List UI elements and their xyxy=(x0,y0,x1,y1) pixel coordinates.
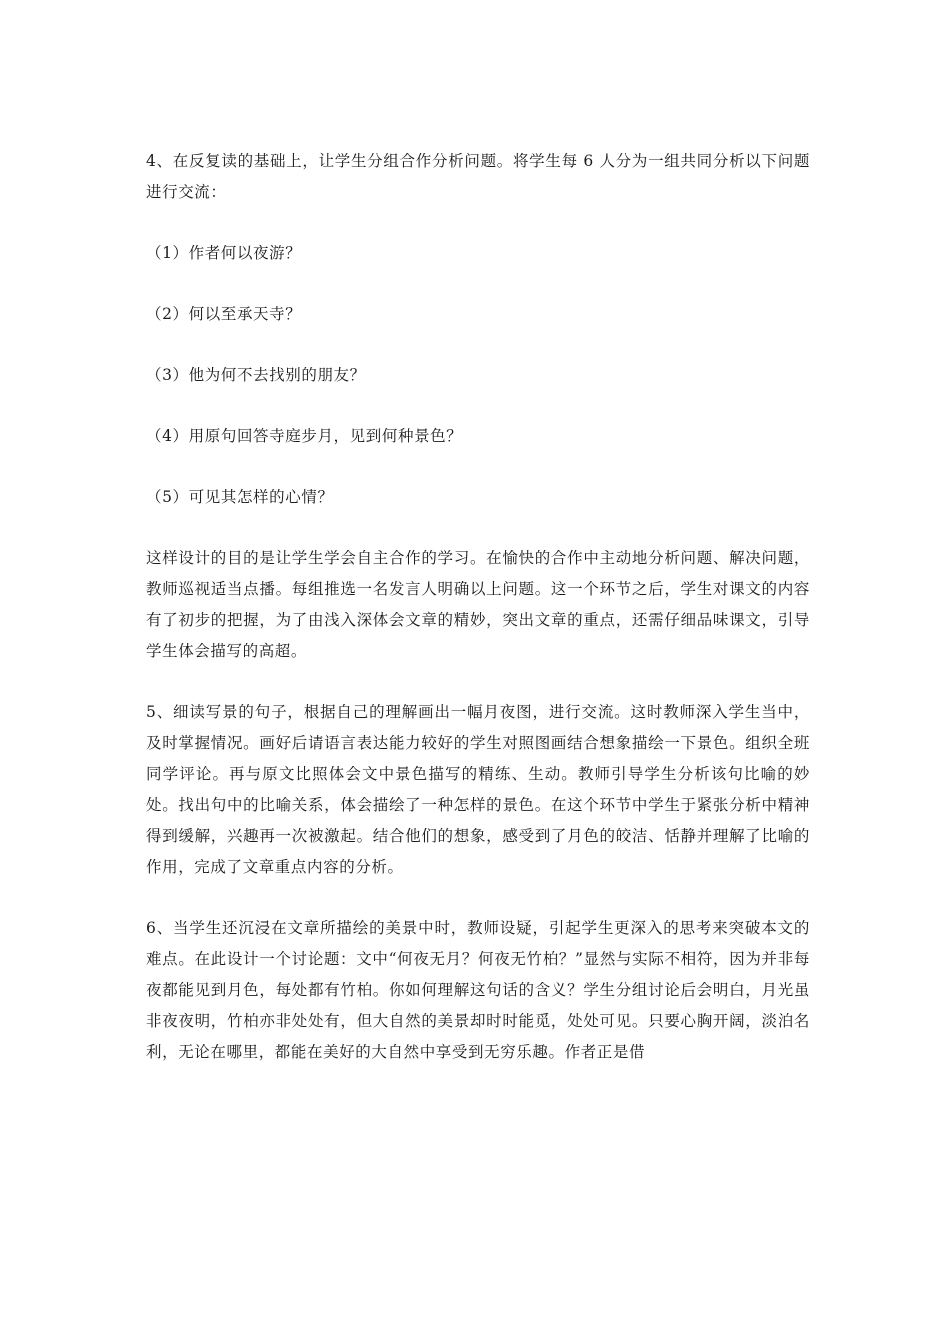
paragraph-step-6: 6、当学生还沉浸在文章所描绘的美景中时，教师设疑，引起学生更深入的思考来突破本文的难点。在此设计一个讨论题：文中“何夜无月？何夜无竹柏？”显然与实际不相符，因为并非每夜都能见到月色，每处都有竹柏。你如何理解这句话的含义？学生分组讨论后会明白，月光虽非夜夜明，竹柏亦非处处有，但大自然的美景却时时能觅，处处可见。只要心胸开阔，淡泊名利，无论在哪里，都能在美好的大自然中享受到无穷乐趣。作者正是借 xyxy=(146,919,810,1061)
document-page xyxy=(146,146,810,1068)
question-2: （2）何以至承天寺？ xyxy=(146,305,302,323)
question-4: （4）用原句回答寺庭步月，见到何种景色？ xyxy=(146,427,463,445)
paragraph-step-5: 5、细读写景的句子，根据自己的理解画出一幅月夜图，进行交流。这时教师深入学生当中，及时掌握情况。画好后请语言表达能力较好的学生对照图画结合想象描绘一下景色。组织全班同学评论。再与原文比照体会文中景色描写的精练、生动。教师引导学生分析该句比喻的妙处。找出句中的比喻关系，体会描绘了一种怎样的景色。在这个环节中学生于紧张分析中精神得到缓解，兴趣再一次被激起。结合他们的想象，感受到了月色的皎洁、恬静并理解了比喻的作用，完成了文章重点内容的分析。 xyxy=(146,703,810,876)
question-1: （1）作者何以夜游？ xyxy=(146,244,302,262)
question-3: （3）他为何不去找别的朋友？ xyxy=(146,366,366,384)
paragraph-design-purpose: 这样设计的目的是让学生学会自主合作的学习。在愉快的合作中主动地分析问题、解决问题，教师巡视适当点播。每组推选一名发言人明确以上问题。这一个环节之后，学生对课文的内容有了初步的把握，为了由浅入深体会文章的精妙，突出文章的重点，还需仔细品味课文，引导学生体会描写的高超。 xyxy=(146,549,810,660)
question-5: （5）可见其怎样的心情？ xyxy=(146,488,334,506)
paragraph-step-4: 4、在反复读的基础上，让学生分组合作分析问题。将学生每 6 人分为一组共同分析以下问题进行交流： xyxy=(146,152,810,201)
